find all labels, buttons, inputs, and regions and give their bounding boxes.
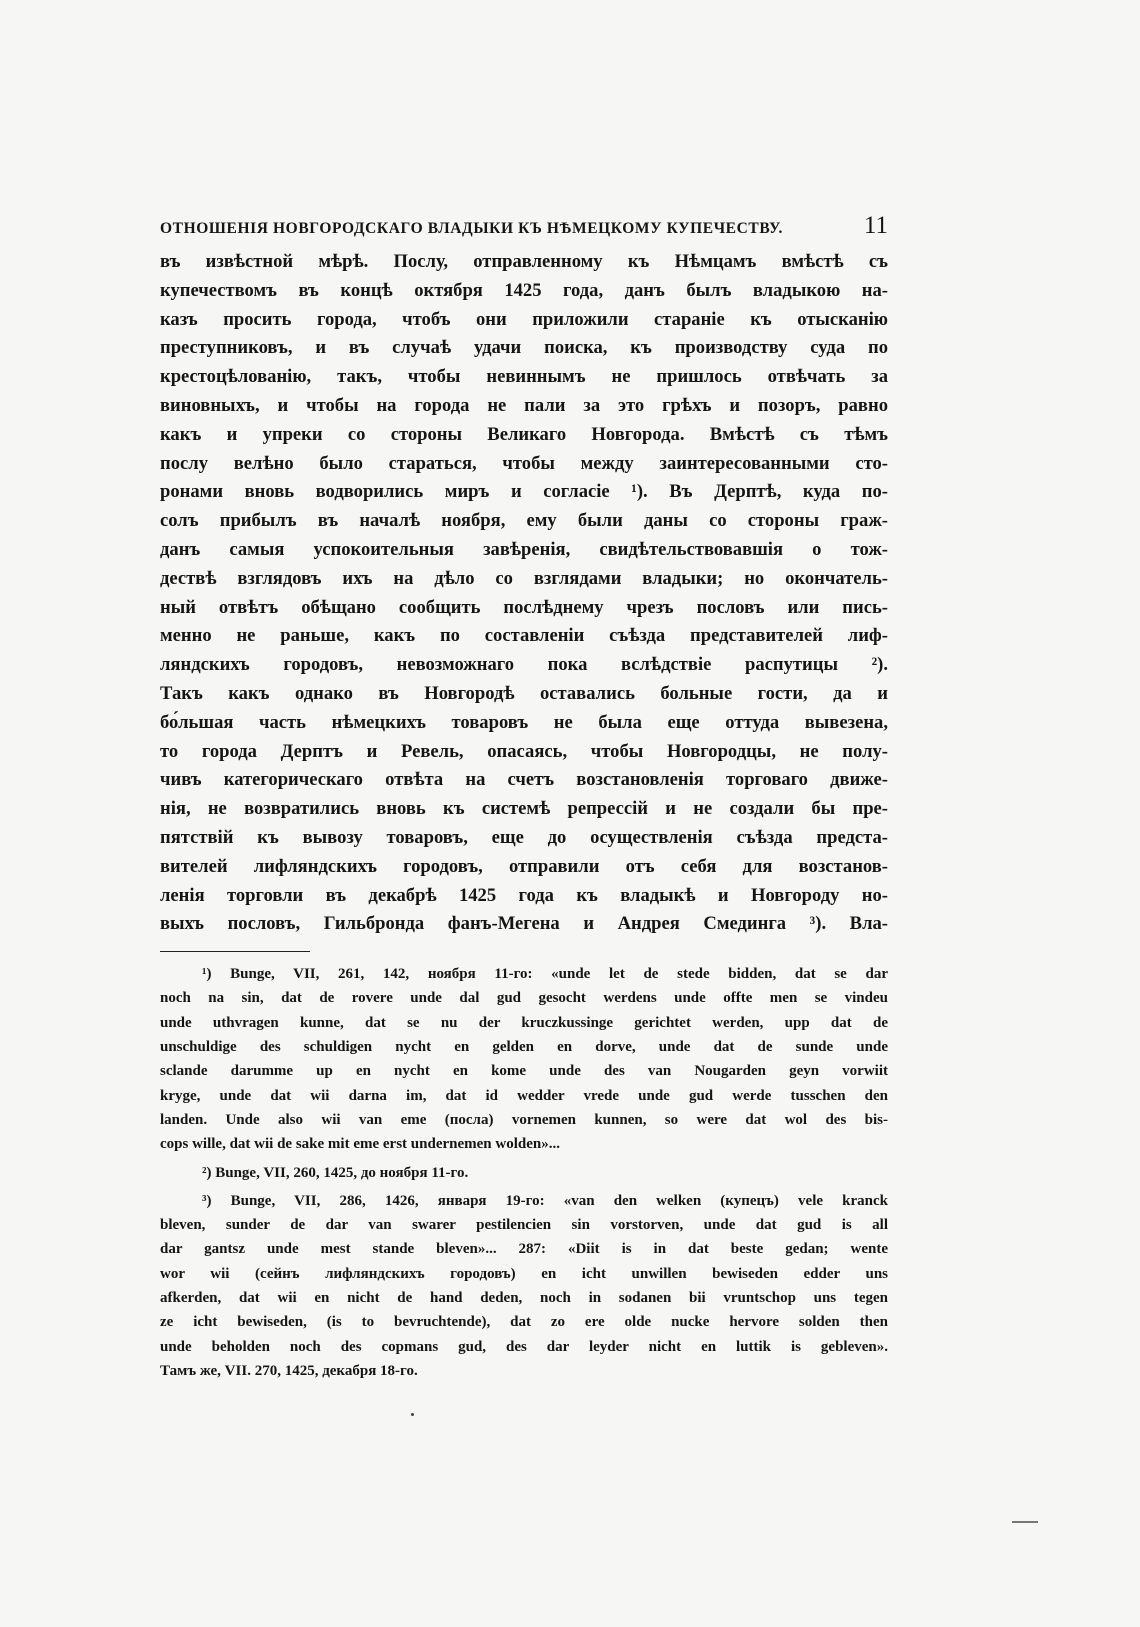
footnote-line: ³) Bunge, VII, 286, 1426, января 19-го: «van den welken (купецъ) vele kranck [202, 1192, 888, 1209]
text-line: казъ просить города, чтобъ они приложили стараніе къ отысканію [160, 308, 888, 330]
footnote-line: Тамъ же, VII. 270, 1425, декабря 18-го. [160, 1362, 418, 1379]
footnote-line: bleven, sunder de dar van swarer pestilencien sin vorstorven, unde dat gud is all [160, 1217, 888, 1234]
text-line: ленія торговли въ декабрѣ 1425 года къ владыкѣ и Новгороду но- [160, 884, 888, 906]
text-line: солъ прибылъ въ началѣ ноября, ему были даны со стороны граж- [160, 510, 888, 532]
footnotes [160, 962, 888, 1383]
text-line: чивъ категорическаго отвѣта на счетъ возстановленія торговаго движе- [160, 769, 888, 791]
text-line: какъ и упреки со стороны Великаго Новгорода. Вмѣстѣ съ тѣмъ [160, 423, 888, 445]
footnote-line: ²) Bunge, VII, 260, 1425, до ноября 11-го. [202, 1164, 469, 1181]
footnote-divider [160, 951, 310, 952]
text-line: бо́льшая часть нѣмецкихъ товаровъ не была еще оттуда вывезена, [160, 711, 888, 733]
text-line: ронами вновь водворились миръ и согласіе ¹). Въ Дерптѣ, куда по- [160, 481, 888, 503]
footnote-line: ¹) Bunge, VII, 261, 142, ноября 11-го: «unde let de stede bidden, dat se dar [202, 966, 888, 983]
text-line: то города Дерптъ и Ревель, опасаясь, чтобы Новгородцы, не полу- [160, 740, 888, 762]
footnote-1 [160, 962, 888, 1156]
footnote-3 [160, 1189, 888, 1383]
footnote-line: unde uthvragen kunne, dat se nu der kruczkussinge gerichtet werden, upp dat de [160, 1014, 888, 1031]
footnote-line: afkerden, dat wii en nicht de hand deden, noch in sodanen bii vruntschop uns tegen [160, 1289, 888, 1306]
text-line: послу велѣно было стараться, чтобы между заинтересованными сто- [160, 452, 888, 474]
text-line: виновныхъ, и чтобы на города не пали за это грѣхъ и позоръ, равно [160, 394, 888, 416]
page-number: 11 [863, 212, 888, 239]
footnote-line: cops wille, dat wii de sake mit eme erst undernemen wolden»... [160, 1136, 560, 1153]
text-line: дествѣ взглядовъ ихъ на дѣло со взглядами владыки; но окончатель- [160, 567, 888, 589]
footnote-line: ze icht bewiseden, (is to bevruchtende), dat zo ere olde nucke hervore solden then [160, 1314, 888, 1331]
text-line: крестоцѣлованію, такъ, чтобы невиннымъ не пришлось отвѣчать за [160, 366, 888, 388]
footnote-2 [160, 1161, 888, 1185]
footnote-line: kryge, unde dat wii darna im, dat id wedder vrede unde gud werde tusschen den [160, 1087, 888, 1104]
text-line: ляндскихъ городовъ, невозможнаго пока вслѣдствіе распутицы ²). [160, 654, 888, 676]
footnote-line: sclande darumme up en nycht en kome unde des van Nougarden geyn vorwiit [160, 1063, 888, 1080]
running-header [160, 212, 888, 248]
footnote-line: wor wii (сейнъ лифляндскихъ городовъ) en icht unwillen bewiseden edder uns [160, 1265, 888, 1282]
text-line: пятствій къ вывозу товаровъ, еще до осуществленія съѣзда предста- [160, 826, 888, 848]
text-line: ный отвѣтъ обѣщано сообщить послѣднему чрезъ пословъ или пись- [160, 596, 888, 618]
footnote-line: unde beholden noch des copmans gud, des dar leyder nicht en luttik is gebleven». [160, 1338, 888, 1355]
text-line: преступниковъ, и въ случаѣ удачи поиска, къ производству суда по [160, 337, 888, 359]
footnote-line: noch na sin, dat de rovere unde dal gud gesocht werdens unde offte men se vindeu [160, 990, 888, 1007]
running-title: ОТНОШЕНІЯ НОВГОРОДСКАГО ВЛАДЫКИ КЪ НѢМЕЦКОМУ КУПЕЧЕСТВУ. [160, 220, 783, 237]
text-line: Такъ какъ однако въ Новгородѣ оставались больные гости, да и [160, 682, 888, 704]
footnote-line: unschuldige des schuldigen nycht en gelden en dorve, unde dat de sunde unde [160, 1039, 888, 1056]
text-line: купечествомъ въ концѣ октября 1425 года, данъ былъ владыкою на- [160, 279, 888, 301]
text-line: данъ самыя успокоительныя завѣренія, свидѣтельствовавшія о тож- [160, 538, 888, 560]
footnote-line: landen. Unde also wii van eme (посла) vornemen kunnen, so were dat wol des bis- [160, 1111, 888, 1128]
footnote-line: dar gantsz unde mest stande bleven»... 287: «Diit is in dat beste gedan; wente [160, 1241, 888, 1258]
text-line: въ извѣстной мѣрѣ. Послу, отправленному къ Нѣмцамъ вмѣстѣ съ [160, 251, 888, 272]
book-page [160, 212, 888, 1383]
text-line: вителей лифляндскихъ городовъ, отправили отъ себя для возстанов- [160, 855, 888, 877]
scan-mark [1012, 1521, 1038, 1523]
main-text [160, 248, 888, 939]
text-line: менно не раньше, какъ по составленіи съѣзда представителей лиф- [160, 625, 888, 647]
text-line: нія, не возвратились вновь къ системѣ репрессій и не создали бы пре- [160, 798, 888, 820]
scan-speck [411, 1413, 414, 1416]
text-line: выхъ пословъ, Гильбронда фанъ-Мегена и Андрея Смединга ³). Вла- [160, 913, 888, 935]
